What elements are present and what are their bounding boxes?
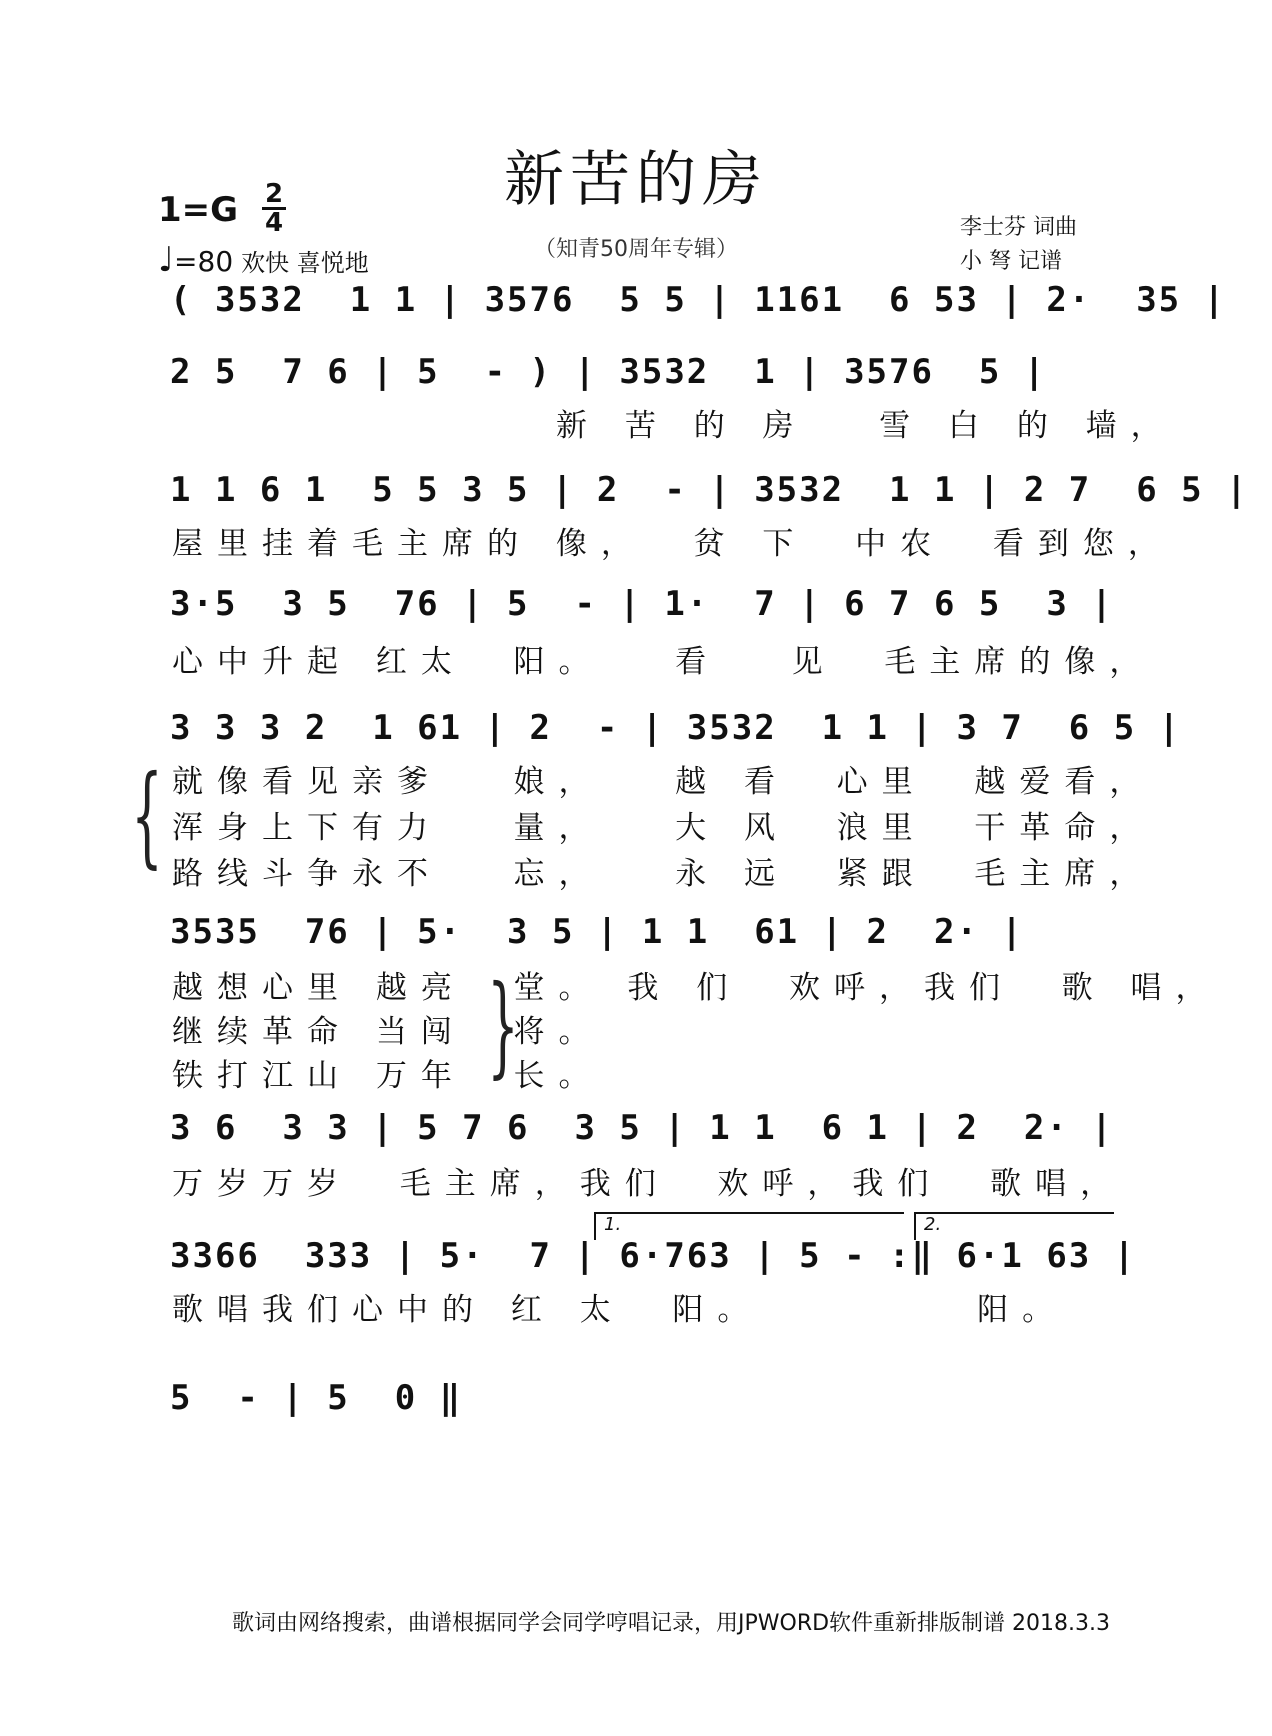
credit-notation: 小 弩 记谱	[960, 249, 1062, 274]
time-sig-bottom: 4	[264, 208, 284, 238]
score-row-9	[170, 1366, 1120, 1430]
tempo-value: =80	[174, 245, 234, 278]
score-row-8	[170, 1224, 1137, 1288]
notes-line: 1 1 6 1 5 5 3 5 | 2 - | 3532 1 1 | 2 7 6 5 |	[170, 470, 1249, 510]
score-row-5	[170, 696, 1182, 760]
score-row-3	[170, 458, 1249, 522]
credit-lyrics: 李士芬 词曲	[960, 215, 1077, 240]
volta-second-ending: 2.	[914, 1212, 1114, 1240]
lyric-line: 铁打江山 万年 长。	[172, 1058, 604, 1094]
footer-note: 歌词由网络搜索，曲谱根据同学会同学哼唱记录，用JPWORD软件重新排版制谱 2018.3.3	[232, 1611, 1111, 1636]
lyric-line: 歌唱我们心中的 红 太 阳。 阳。	[172, 1292, 1068, 1328]
score-row-7	[170, 1096, 1120, 1160]
lyric-line: 万岁万岁 毛主席，我们 欢呼，我们 歌唱，	[172, 1166, 1126, 1202]
key-signature: 1=G	[158, 190, 239, 230]
lyric-line: 浑身上下有力 量， 大 风 浪里 干革命，	[172, 810, 1155, 846]
song-title: 新苦的房	[504, 145, 768, 215]
notes-line: 3 3 3 2 1 61 | 2 - | 3532 1 1 | 3 7 6 5 |	[170, 708, 1182, 748]
lyric-line: 屋里挂着毛主席的 像， 贫 下 中农 看到您，	[172, 526, 1173, 562]
notes-line: 3535 76 | 5· 3 5 | 1 1 61 | 2 2· |	[170, 912, 1024, 952]
song-subtitle: （知青50周年专辑）	[534, 237, 738, 262]
lyric-line: 新 苦 的 房 雪 白 的 墙，	[556, 408, 1176, 444]
score-row-2	[170, 340, 1120, 404]
lyric-line: 继续革命 当闯 将。	[172, 1014, 604, 1050]
lyric-line: 心中升起 红太 阳。 看 见 毛主席的像，	[172, 644, 1155, 680]
tempo-description: 欢快 喜悦地	[241, 249, 369, 277]
notes-line: 5 - | 5 0 ‖	[170, 1378, 463, 1418]
time-sig-top: 2	[264, 179, 284, 209]
notes-line: 3 6 3 3 | 5 7 6 3 5 | 1 1 6 1 | 2 2· |	[170, 1108, 1114, 1148]
time-signature	[262, 179, 286, 238]
notes-line: 3·5 3 5 76 | 5 - | 1· 7 | 6 7 6 5 3 |	[170, 584, 1114, 624]
quarter-note-icon: ♩	[158, 240, 175, 280]
notes-line: ( 3532 1 1 | 3576 5 5 | 1161 6 53 | 2· 35 |	[170, 280, 1227, 320]
lyric-line: 就像看见亲爹 娘， 越 看 心里 越爱看，	[172, 764, 1155, 800]
score-row-6	[170, 900, 1120, 964]
volta-first-ending: 1.	[594, 1212, 904, 1240]
lyric-line: 越想心里 越亮 堂。 我 们 欢呼，我们 歌 唱，	[172, 970, 1221, 1006]
score-row-4	[170, 572, 1120, 636]
verse-brace: {	[131, 751, 163, 879]
notes-line: 3366 333 | 5· 7 | 6·763 | 5 - :‖ 6·1 63 |	[170, 1236, 1137, 1276]
notes-line: 2 5 7 6 | 5 - ) | 3532 1 | 3576 5 |	[170, 352, 1047, 392]
verse-brace: {	[487, 961, 519, 1089]
lyric-line: 路线斗争永不 忘， 永 远 紧跟 毛主席，	[172, 856, 1155, 892]
score-row-1	[170, 268, 1227, 332]
